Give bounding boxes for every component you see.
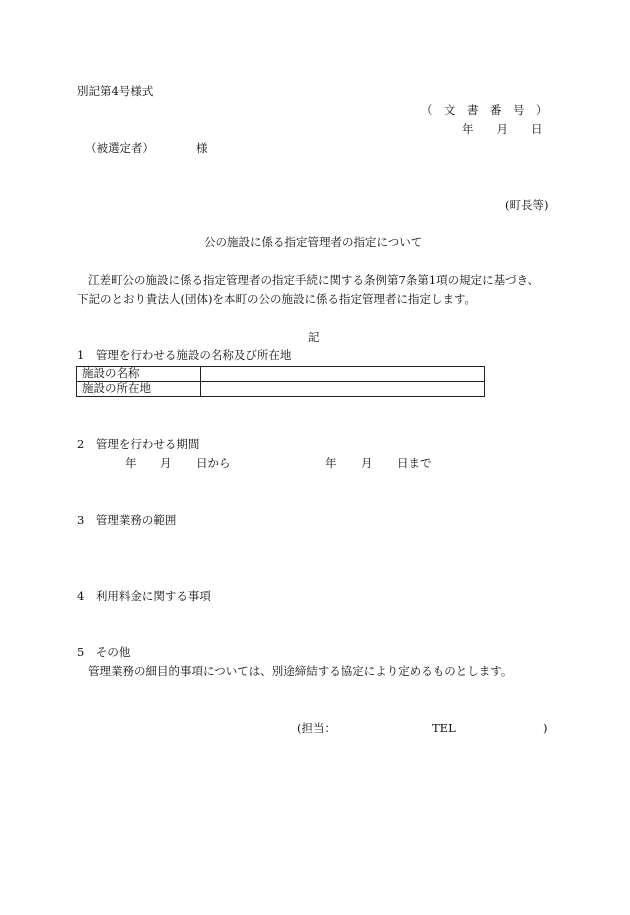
section-2-heading: 2 管理を行わせる期間 [77, 437, 200, 451]
contact-close: ) [543, 721, 548, 735]
facility-name-label: 施設の名称 [77, 367, 201, 382]
document-number: （ 文 書 番 号 ） [421, 103, 548, 117]
facility-table [76, 366, 485, 397]
table-row [77, 382, 485, 397]
body-line-2: 下記のとおり貴法人(団体)を本町の公の施設に係る指定管理者に指定します。 [77, 292, 477, 306]
ki-marker: 記 [308, 330, 320, 344]
contact-tel: TEL [432, 721, 456, 735]
facility-name-value[interactable] [201, 367, 485, 382]
contact-label: (担当： [297, 721, 336, 735]
table-row [77, 367, 485, 382]
period-start-day: 日から [196, 456, 231, 470]
section-1-heading: 1 管理を行わせる施設の名称及び所在地 [77, 348, 292, 362]
section-4-heading: 4 利用料金に関する事項 [77, 589, 211, 603]
period-end-year: 年 [325, 456, 337, 470]
body-line-1: 江差町公の施設に係る指定管理者の指定手続に関する条例第7条第1項の規定に基づき、 [88, 273, 540, 287]
form-id: 別記第4号様式 [77, 84, 154, 98]
sender-label: (町長等) [505, 198, 549, 212]
section-5-text: 管理業務の細目的事項については、別途締結する協定により定めるものとします。 [88, 664, 513, 678]
period-end-day: 日まで [397, 456, 432, 470]
section-5-heading: 5 その他 [77, 645, 131, 659]
facility-location-value[interactable] [201, 382, 485, 397]
document-title: 公の施設に係る指定管理者の指定について [204, 235, 423, 249]
section-3-heading: 3 管理業務の範囲 [77, 513, 177, 527]
issue-date: 年 月 日 [462, 122, 543, 136]
addressee-label: （被選定者） [85, 141, 154, 155]
period-start-year: 年 [125, 456, 137, 470]
facility-location-label: 施設の所在地 [77, 382, 201, 397]
period-start-month: 月 [160, 456, 172, 470]
period-end-month: 月 [361, 456, 373, 470]
addressee-honorific: 様 [196, 141, 208, 155]
